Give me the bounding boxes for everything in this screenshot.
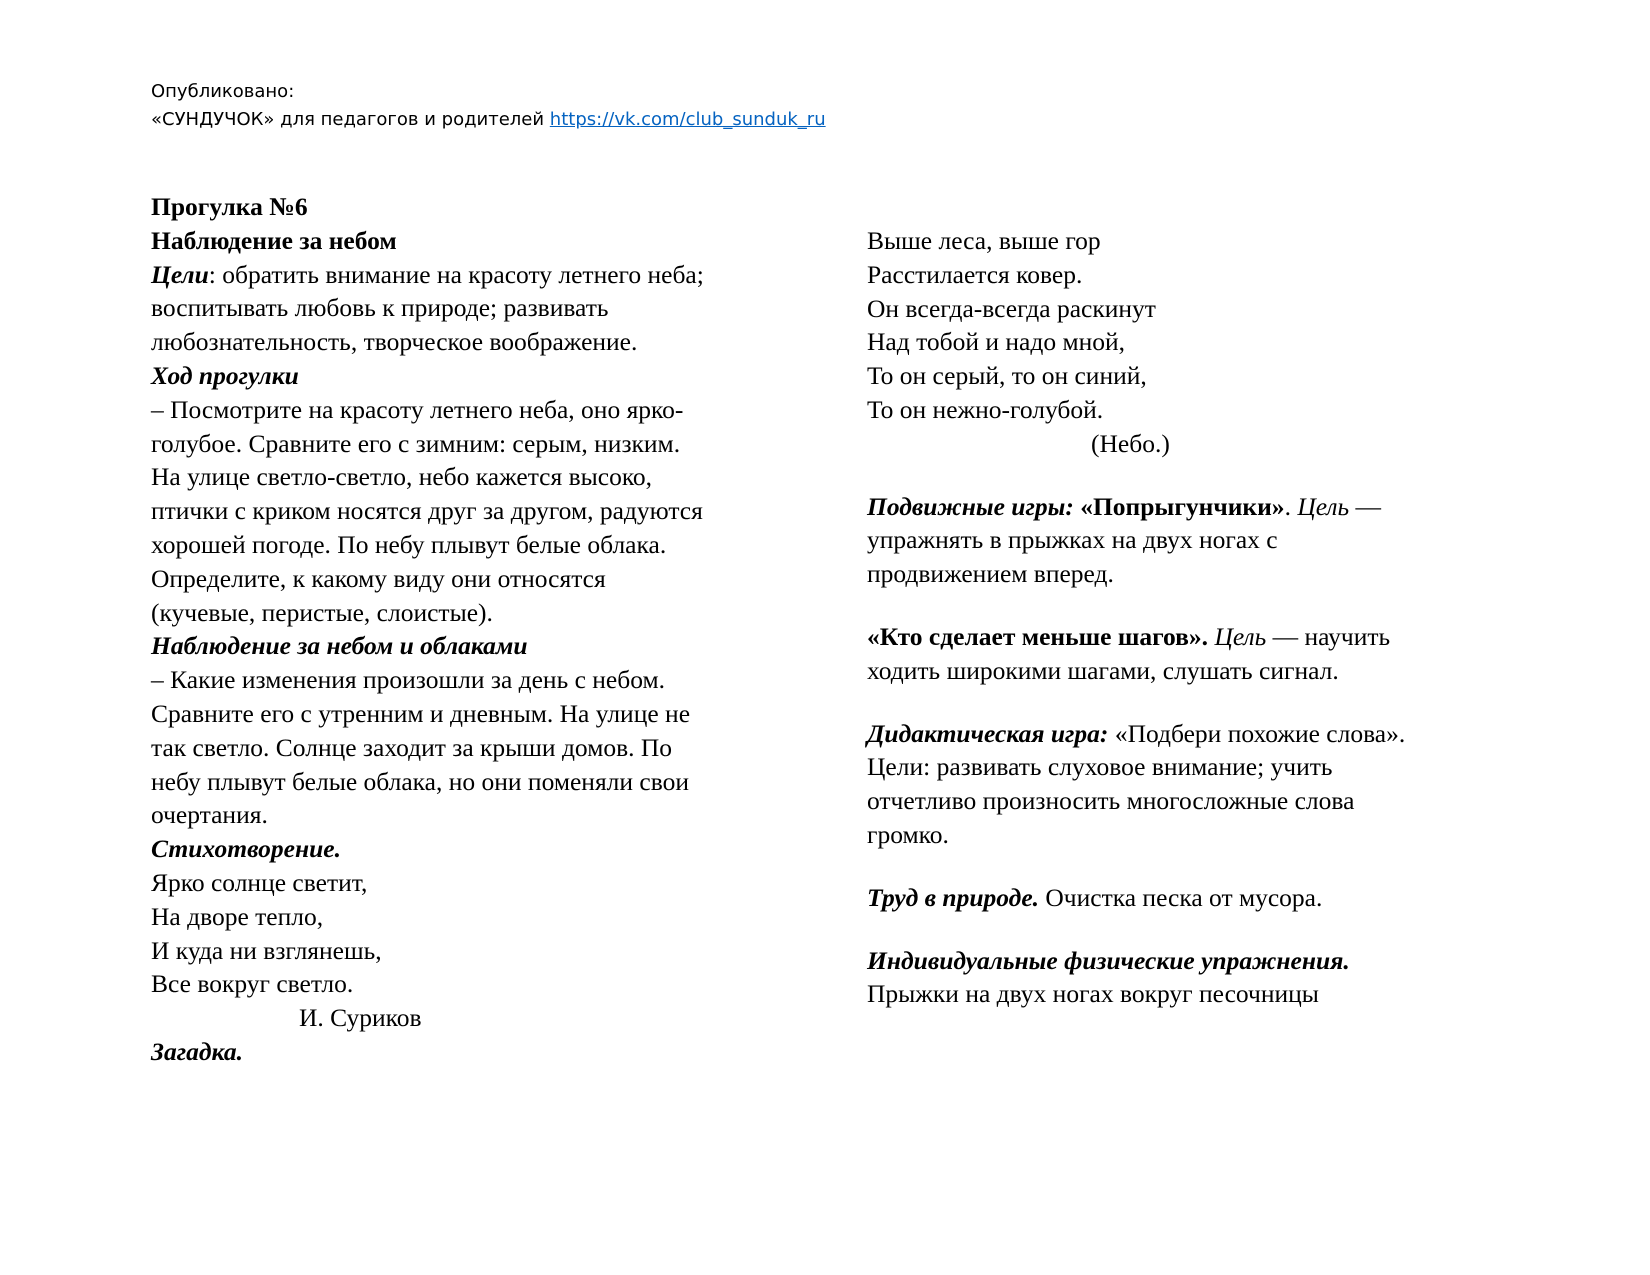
clouds-line: небу плывут белые облака, но они поменяли свои <box>151 766 690 796</box>
riddle-line: То он серый, то он синий, <box>867 361 1147 391</box>
clouds-line: Сравните его с утренним и дневным. На улице не <box>151 698 691 728</box>
source-text: «СУНДУЧОК» для педагогов и родителей <box>151 109 550 130</box>
goals-text: : обратить внимание на красоту летнего неба; <box>208 259 704 289</box>
didactic-line: отчетливо произносить многосложные слова <box>867 786 1355 816</box>
source-line <box>151 106 1151 134</box>
clouds-heading: Наблюдение за небом и облаками <box>151 631 528 661</box>
poem-author: И. Суриков <box>299 1003 422 1033</box>
riddle-heading: Загадка. <box>151 1036 243 1066</box>
labor-label: Труд в природе. <box>867 882 1040 912</box>
goals-line <box>151 258 831 292</box>
exercise-label: Индивидуальные физические упражнения. <box>867 945 1350 975</box>
walk-line: – Посмотрите на красоту летнего неба, оно ярко- <box>151 394 684 424</box>
didactic-line <box>867 717 1567 751</box>
poem-line: И куда ни взглянешь, <box>151 935 382 965</box>
game1-goal-label: Цель <box>1290 491 1350 521</box>
game2-line: ходить широкими шагами, слушать сигнал. <box>867 655 1339 685</box>
didactic-line: громко. <box>867 819 949 849</box>
riddle-line: Он всегда-всегда раскинут <box>867 293 1156 323</box>
spacer <box>867 852 1567 881</box>
didactic-line: Цели: развивать слуховое внимание; учить <box>867 752 1333 782</box>
poem-line: Все вокруг светло. <box>151 969 354 999</box>
spacer <box>867 915 1567 944</box>
walk-heading: Ход прогулки <box>151 360 299 390</box>
walk-line: На улице светло-светло, небо кажется высоко, <box>151 462 653 492</box>
goals-label: Цели <box>151 259 209 289</box>
clouds-line: – Какие изменения произошли за день с небом. <box>151 665 665 695</box>
clouds-line: очертания. <box>151 800 268 830</box>
game1-line: упражнять в прыжках на двух ногах с <box>867 525 1278 555</box>
game1-name: «Попрыгунчики» <box>1073 491 1285 521</box>
poem-line: На дворе тепло, <box>151 901 324 931</box>
labor-line <box>867 881 1567 915</box>
didactic-name: «Подбери похожие слова». <box>1108 718 1406 748</box>
riddle-line: Расстилается ковер. <box>867 259 1083 289</box>
riddle-line: То он нежно-голубой. <box>867 394 1104 424</box>
labor-text: Очистка песка от мусора. <box>1039 882 1323 912</box>
walk-line: Определите, к какому виду они относятся <box>151 563 606 593</box>
publication-header <box>151 78 1151 134</box>
spacer <box>867 688 1567 717</box>
spacer <box>867 461 1567 490</box>
spacer <box>867 591 1567 620</box>
game1-dot: . <box>1284 491 1291 521</box>
walk-line: (кучевые, перистые, слоистые). <box>151 597 493 627</box>
page-title: Прогулка №6 <box>151 192 308 221</box>
games-label: Подвижные игры: <box>867 491 1074 521</box>
riddle-line: Над тобой и надо мной, <box>867 327 1126 357</box>
clouds-line: так светло. Солнце заходит за крыши домов. По <box>151 732 673 762</box>
game1-line: продвижением вперед. <box>867 559 1114 589</box>
goals-line: воспитывать любовь к природе; развивать <box>151 293 609 323</box>
game2-goal-label: Цель <box>1208 621 1267 651</box>
walk-line: птички с криком носятся друг за другом, радуются <box>151 496 703 526</box>
game1-line <box>867 490 1567 524</box>
riddle-answer: (Небо.) <box>1091 428 1170 458</box>
riddle-line: Выше леса, выше гор <box>867 226 1101 255</box>
source-link[interactable]: https://vk.com/club_sunduk_ru <box>549 109 826 130</box>
goals-line: любознательность, творческое воображение. <box>151 327 638 357</box>
game1-goal-text: — <box>1349 491 1382 521</box>
poem-heading: Стихотворение. <box>151 834 341 864</box>
published-label: Опубликовано: <box>151 81 295 102</box>
right-column <box>867 224 1567 1011</box>
game2-name: «Кто сделает меньше шагов». <box>867 621 1209 651</box>
exercise-text: Прыжки на двух ногах вокруг песочницы <box>867 979 1319 1009</box>
game2-goal-text: — научить <box>1266 621 1391 651</box>
didactic-label: Дидактическая игра: <box>867 718 1109 748</box>
walk-line: хорошей погоде. По небу плывут белые облака. <box>151 529 667 559</box>
left-column <box>151 190 831 1069</box>
page-subtitle: Наблюдение за небом <box>151 225 397 255</box>
game2-line <box>867 620 1567 654</box>
poem-line: Ярко солнце светит, <box>151 867 368 897</box>
walk-line: голубое. Сравните его с зимним: серым, низким. <box>151 428 681 458</box>
